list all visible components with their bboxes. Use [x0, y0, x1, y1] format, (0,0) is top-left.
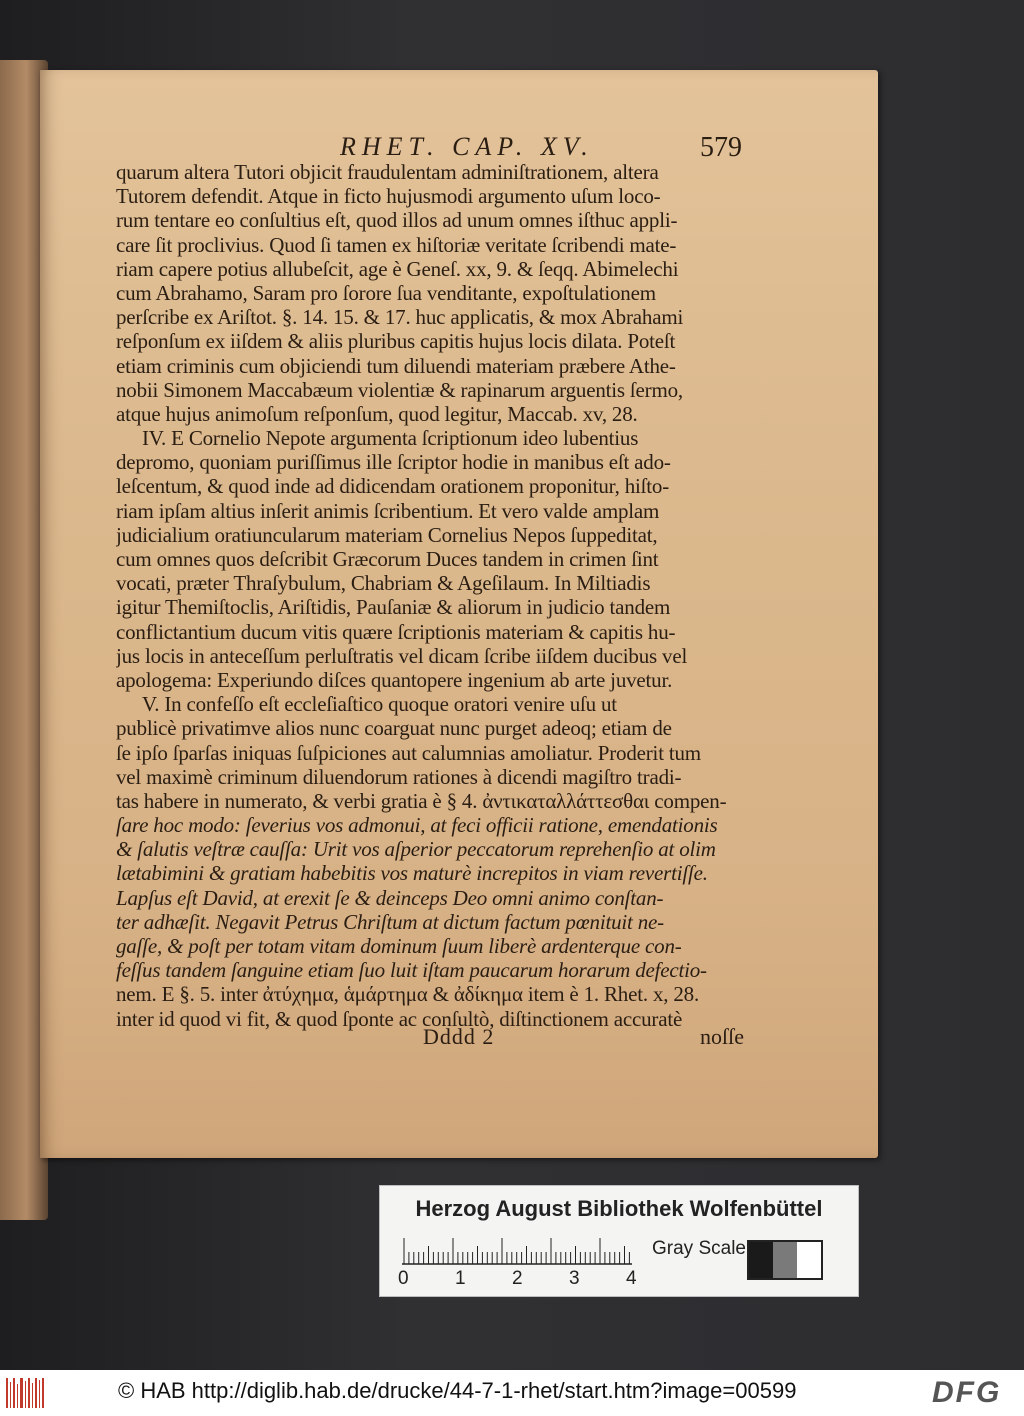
gray-scale-swatches: [747, 1240, 823, 1280]
text-line: publicè privatimve alios nunc coarguat nunc purget adeoq; etiam de: [116, 716, 672, 741]
text-line: reſponſum ex iiſdem & aliis pluribus capitis hujus locis dilata. Poteſt: [116, 329, 676, 354]
text-line: apologema: Experiundo diſces quantopere ingenium ab arte juvetur.: [116, 667, 673, 692]
text-line: conflictantium ducum vitis quære ſcriptionis materiam & capitis hu-: [116, 619, 676, 644]
copyright-url[interactable]: © HAB http://diglib.hab.de/drucke/44-7-1-rhet/start.htm?image=00599: [118, 1378, 797, 1403]
text-line: riam capere potius allubeſcit, age è Geneſ. xx, 9. & ſeqq. Abimelechi: [116, 256, 679, 281]
text-line: & ſalutis veſtræ cauſſa: Urit vos aſperior peccatorum reprehenſio at olim: [116, 837, 716, 862]
page-number: 579: [700, 132, 742, 163]
text-line: jus locis in anteceſſum perluſtratis vel dicam ſcribe iiſdem ducibus vel: [116, 643, 688, 668]
color-calibration-card: [379, 1185, 859, 1297]
text-line: atque hujus animoſum reſponſum, quod legitur, Maccab. xv, 28.: [116, 401, 638, 426]
gray-swatch: [773, 1242, 797, 1278]
library-name: Herzog August Bibliothek Wolfenbüttel: [415, 1196, 823, 1221]
text-line: depromo, quoniam puriſſimus ille ſcriptor hodie in manibus eſt ado-: [116, 450, 671, 475]
text-line: vocati, præter Thraſybulum, Chabriam & Ageſilaum. In Miltiadis: [116, 571, 651, 596]
gray-scale-label: Gray Scale: [652, 1238, 746, 1259]
text-line: ter adhæſit. Negavit Petrus Chriſtum at dictum factum pœnituit ne-: [116, 909, 664, 934]
text-line: quarum altera Tutori objicit fraudulentam adminiſtrationem, altera: [116, 160, 659, 184]
text-line: ſare hoc modo: ſeverius vos admonui, at feci officii ratione, emendationis: [116, 813, 718, 838]
ruler-digit: 4: [626, 1268, 637, 1289]
running-head: RHET. CAP. XV.: [340, 132, 594, 161]
text-line: tas habere in numerato, & verbi gratia è § 4. ἀντικαταλλάττεσθαι compen-: [116, 788, 727, 813]
page-text: [116, 160, 752, 1031]
gray-swatch: [749, 1242, 773, 1278]
text-line: Lapſus eſt David, at erexit ſe & deinceps Deo omni animo conſtan-: [116, 885, 664, 910]
footer-bar: [0, 1370, 1024, 1416]
text-line: cum Abrahamo, Saram pro ſorore ſua venditante, expoſtulationem: [116, 280, 656, 305]
ruler-digit: 1: [455, 1268, 466, 1289]
ruler-digit: 2: [512, 1268, 523, 1289]
text-line: gaſſe, & poſt per totam vitam dominum ſuum liberè ardenterque con-: [116, 934, 682, 958]
ruler-digit: 0: [398, 1268, 409, 1289]
gray-swatch: [797, 1242, 821, 1278]
text-line: feſſus tandem ſanguine etiam ſuo luit iſtam paucarum horarum defectio-: [116, 958, 707, 983]
scale-ruler: [402, 1236, 632, 1266]
text-line: etiam criminis cum objiciendi tum diluendi materiam præbere Athe-: [116, 353, 676, 378]
text-line: nem. E §. 5. inter ἀτύχημα, ἁμάρτημα & ἀδίκημα item è 1. Rhet. x, 28.: [116, 982, 700, 1007]
signature-mark: Dddd 2: [423, 1024, 495, 1049]
text-line: vel maximè criminum diluendorum rationes à dicendi magiſtro tradi-: [116, 764, 682, 789]
text-line: ſe ipſo ſparſas iniquas ſuſpiciones aut calumnias amoliatur. Proderit tum: [116, 740, 701, 765]
dfg-logo: DFG: [932, 1376, 1002, 1409]
ruler-digit: 3: [569, 1268, 580, 1289]
text-line: judicialium oratiuncularum materiam Cornelius Nepos ſuppeditat,: [116, 522, 658, 547]
catchword: noſſe: [700, 1024, 744, 1049]
text-line: igitur Themiſtoclis, Ariſtidis, Pauſaniæ & aliorum in judicio tandem: [116, 595, 671, 620]
text-line: rum tentare eo conſultius eſt, quod illos ad unum omnes iſthuc appli-: [116, 208, 678, 233]
text-line: perſcribe ex Ariſtot. §. 14. 15. & 17. huc applicatis, & mox Abrahami: [116, 305, 684, 330]
text-line: V. In confeſſo eſt eccleſiaſtico quoque oratori venire uſu ut: [142, 692, 617, 717]
text-line: cum omnes quos deſcribit Græcorum Duces tandem in crimen ſint: [116, 547, 659, 571]
text-line: Tutorem defendit. Atque in ficto hujusmodi argumento uſum loco-: [116, 184, 661, 209]
text-line: IV. E Cornelio Nepote argumenta ſcriptionum ideo lubentius: [142, 426, 639, 451]
text-line: inter id quod vi fit, & quod ſponte ac conſultò, diſtinctionem accuratè: [116, 1006, 683, 1031]
text-line: nobii Simonem Maccabæum violentiæ & rapinarum arguentis ſermo,: [116, 377, 683, 402]
text-line: lætabimini & gratiam habebitis vos maturè increpitos in viam revertiſſe.: [116, 861, 708, 886]
barcode-icon: [6, 1378, 46, 1408]
text-line: leſcentum, & quod inde ad didicendam orationem proponitur, hiſto-: [116, 474, 670, 499]
text-line: care ſit proclivius. Quod ſi tamen ex hiſtoriæ veritate ſcribendi mate-: [116, 232, 677, 257]
text-line: riam ipſam altius inſerit animis ſcribentium. Et vero valde amplam: [116, 498, 660, 523]
